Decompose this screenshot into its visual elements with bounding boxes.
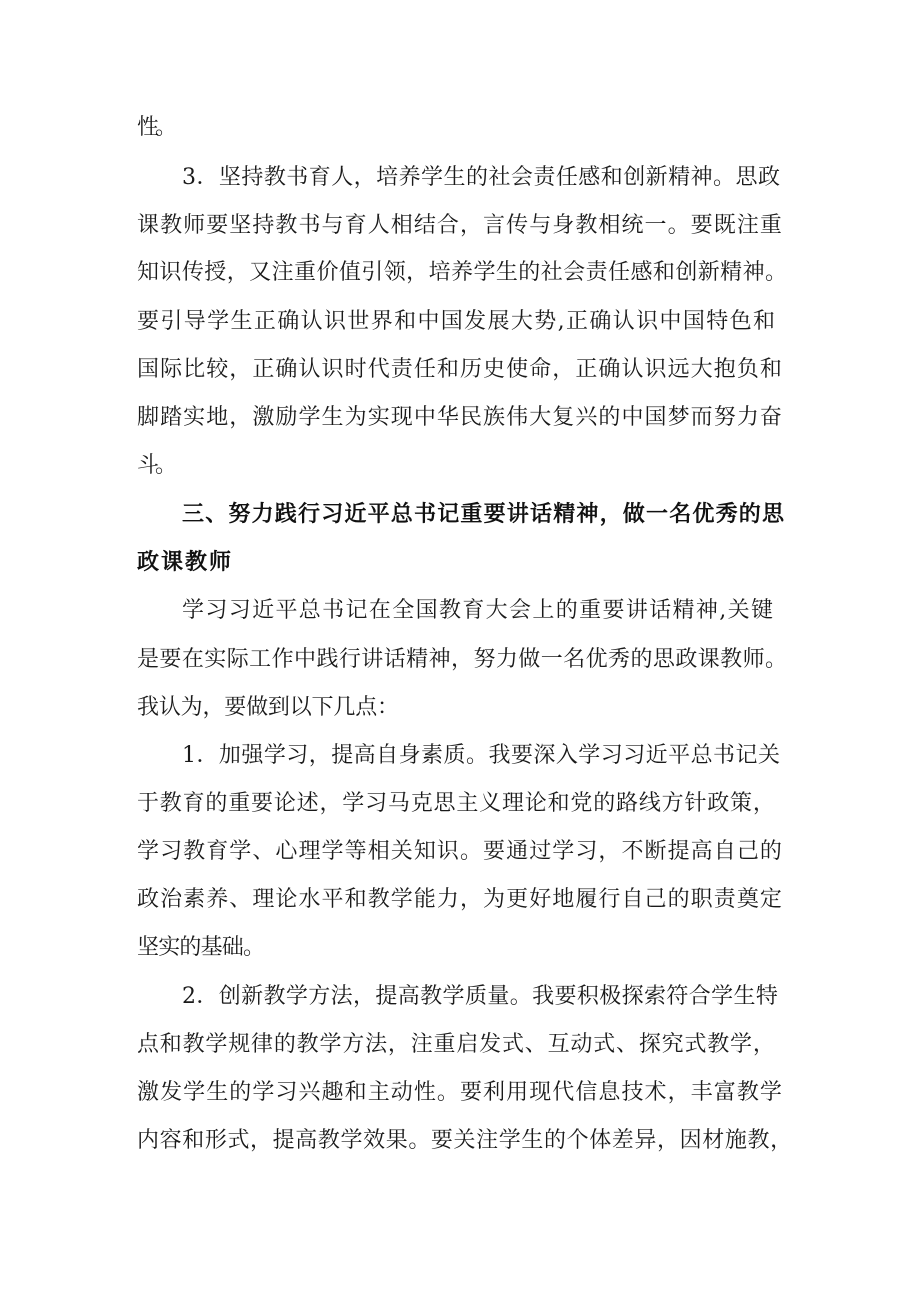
- section-heading-line: 三、努力践行习近平总书记重要讲话精神，做一名优秀的思: [182, 502, 786, 527]
- paragraph-line: 坚实的基础。: [137, 935, 265, 960]
- paragraph-line: 点和教学规律的教学方法，注重启发式、互动式、探究式教学，: [137, 1032, 776, 1057]
- paragraph-line: 知识传授，又注重价值引领，培养学生的社会责任感和创新精神。: [137, 260, 788, 285]
- paragraph-line: 政治素养、理论水平和教学能力，为更好地履行自己的职责奠定: [137, 887, 783, 912]
- paragraph-line: 1．加强学习，提高自身素质。我要深入学习习近平总书记关: [182, 743, 781, 768]
- paragraph-line: 要引导学生正确认识世界和中国发展大势,正确认识中国特色和: [137, 309, 777, 334]
- paragraph-line: 学习教育学、心理学等相关知识。要通过学习，不断提高自己的: [137, 839, 783, 864]
- paragraph-line: 2．创新教学方法，提高教学质量。我要积极探索符合学生特: [182, 984, 779, 1009]
- paragraph-line: 是要在实际工作中践行讲话精神，努力做一名优秀的思政课教师。: [137, 647, 788, 672]
- paragraph-line: 于教育的重要论述，学习马克思主义理论和党的路线方针政策，: [137, 791, 776, 816]
- paragraph-line: 性。: [137, 115, 173, 140]
- paragraph-line: 3．坚持教书育人，培养学生的社会责任感和创新精神。思政: [182, 165, 781, 190]
- paragraph-line: 课教师要坚持教书与育人相结合，言传与身教相统一。要既注重: [137, 213, 783, 238]
- paragraph-line: 国际比较，正确认识时代责任和历史使命，正确认识远大抱负和: [137, 357, 783, 382]
- paragraph-line: 学习习近平总书记在全国教育大会上的重要讲话精神,关键: [182, 598, 775, 623]
- paragraph-line: 内容和形式，提高教学效果。要关注学生的个体差异，因材施教，: [137, 1128, 793, 1153]
- section-heading-line: 政课教师: [137, 550, 233, 575]
- paragraph-line: 脚踏实地，激励学生为实现中华民族伟大复兴的中国梦而努力奋: [137, 405, 783, 430]
- paragraph-line: 激发学生的学习兴趣和主动性。要利用现代信息技术，丰富教学: [137, 1080, 783, 1105]
- paragraph-line: 斗。: [137, 453, 173, 478]
- paragraph-line: 我认为，要做到以下几点：: [137, 695, 399, 720]
